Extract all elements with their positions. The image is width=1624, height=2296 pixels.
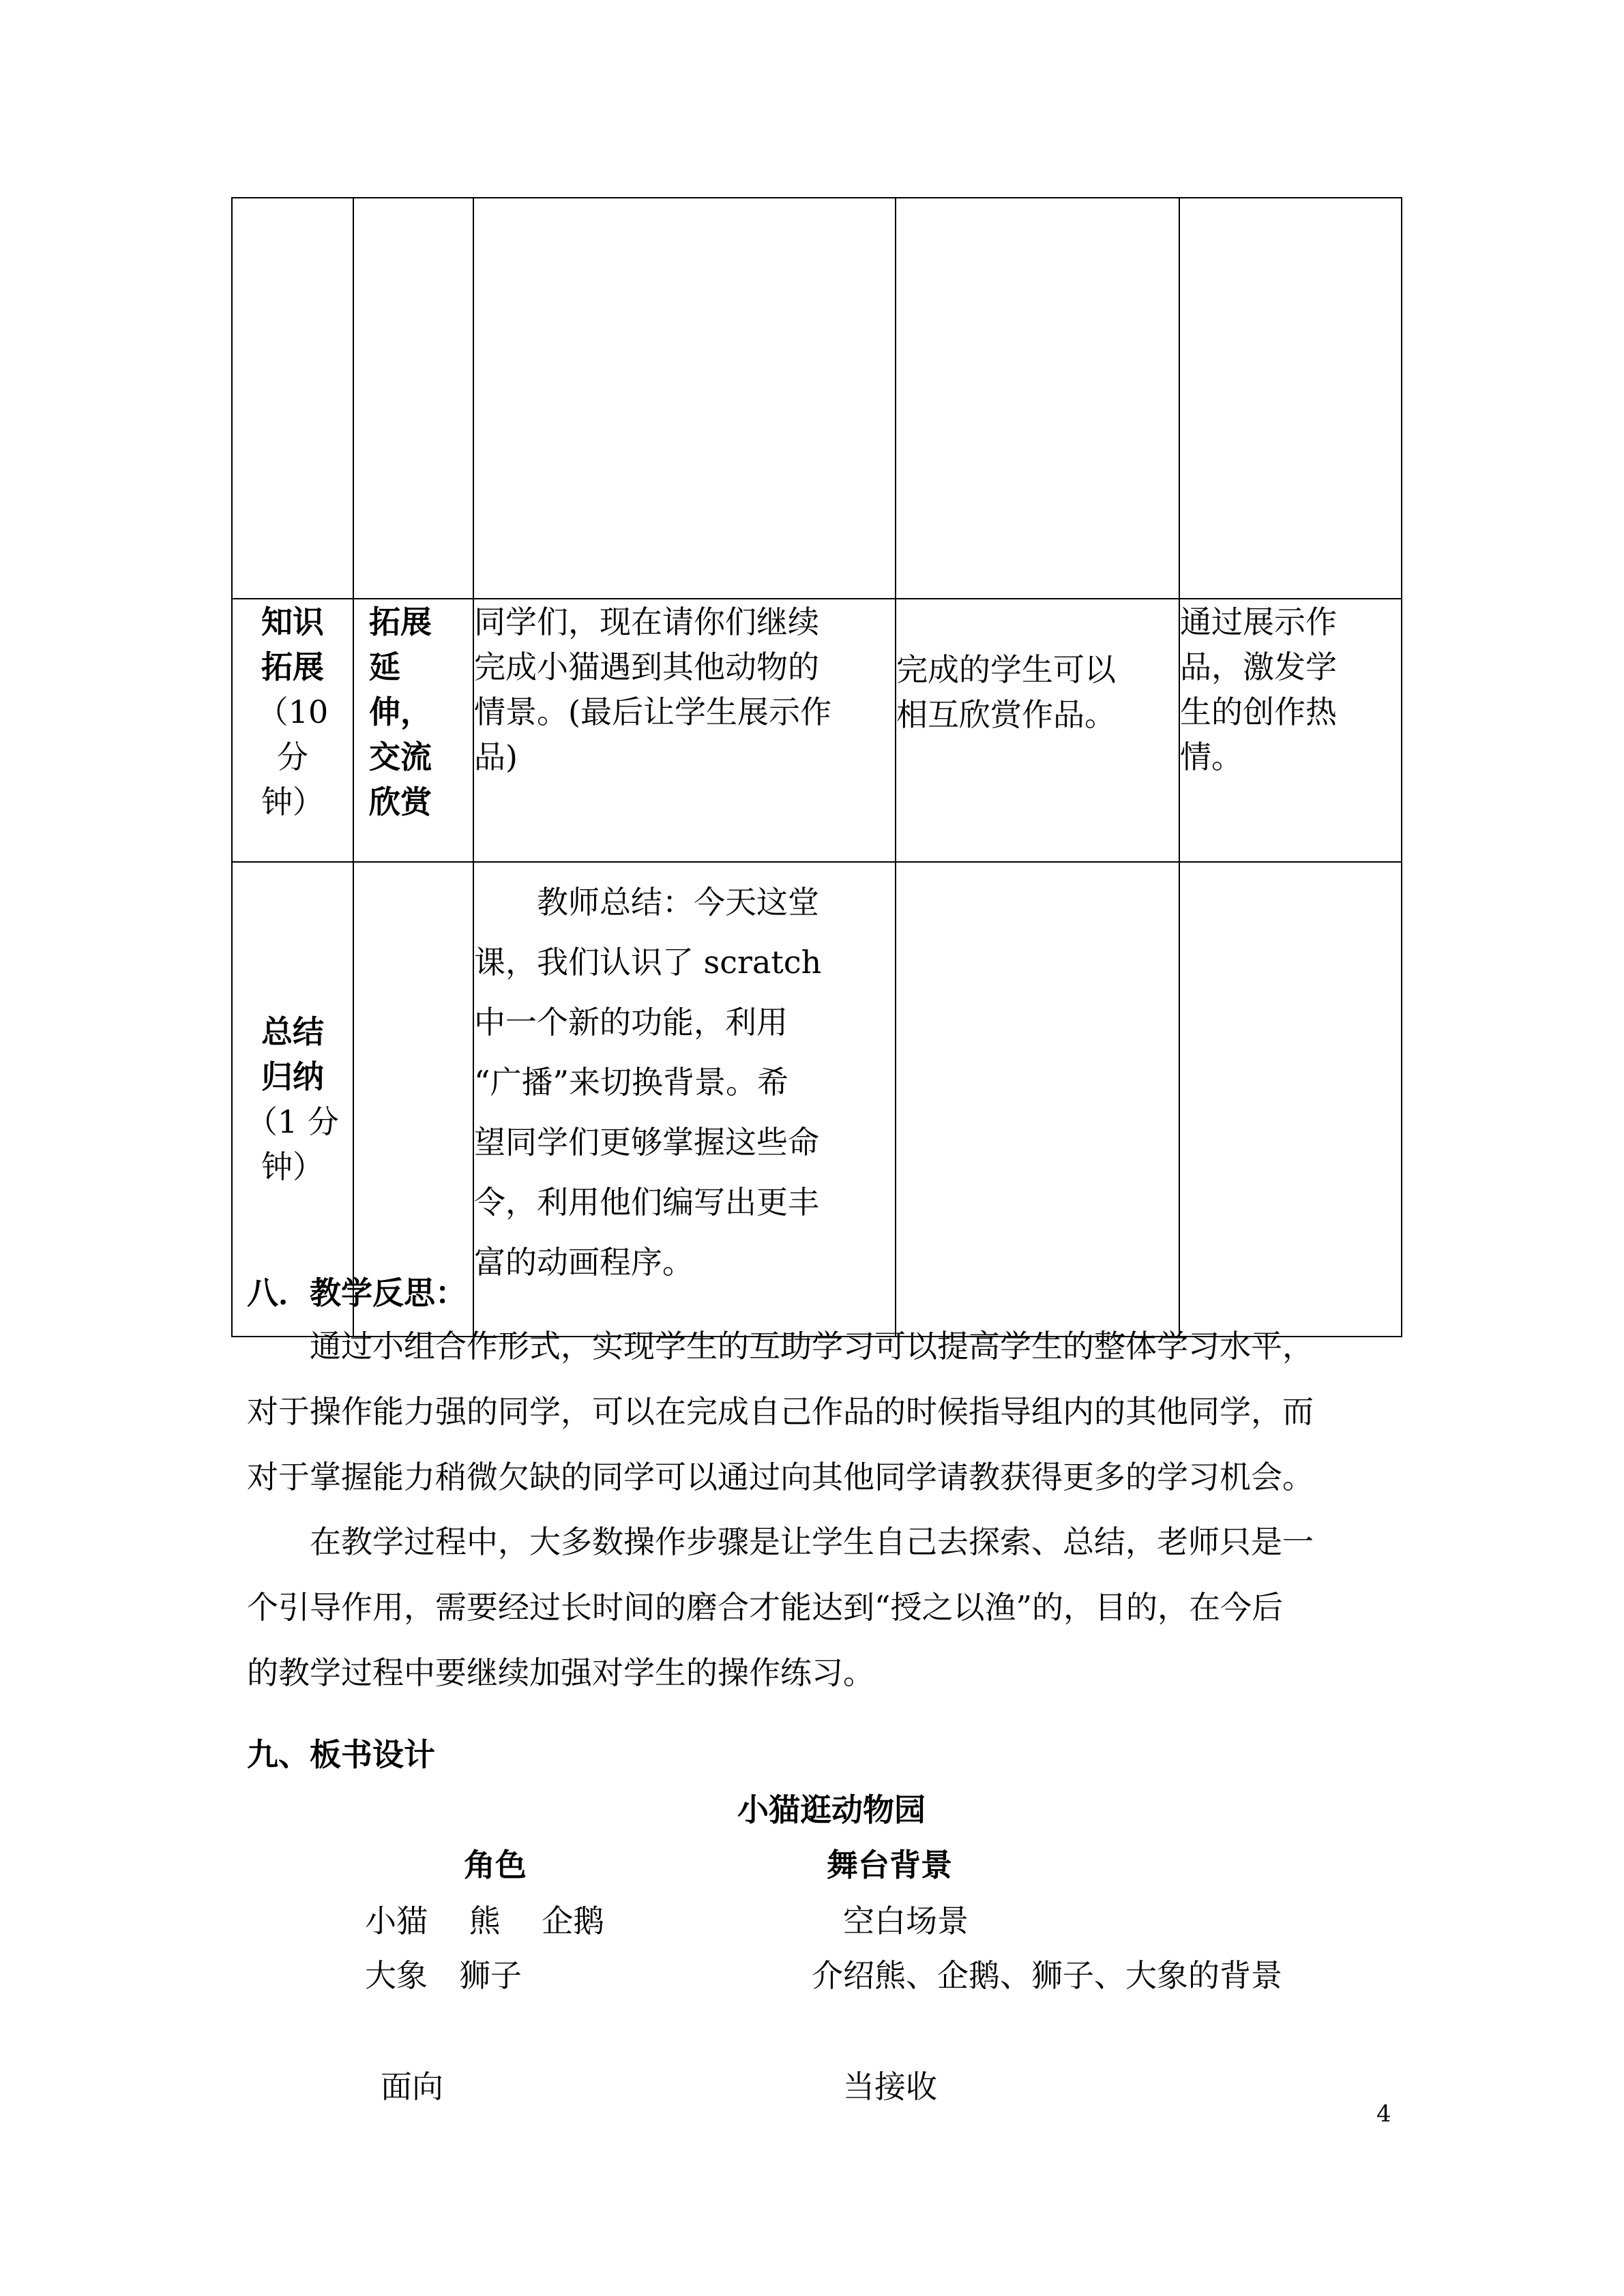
teacher-text: 情景。(最后让学生展示作 — [474, 694, 831, 730]
table-row — [232, 198, 1402, 599]
intent-text: 生的创作热 — [1180, 694, 1337, 730]
board-column-role: 角色 — [464, 1847, 527, 1883]
stage-text: 归纳 — [261, 1058, 324, 1095]
board-receive-label: 当接收 — [843, 2068, 937, 2105]
student-text: 相互欣赏作品。 — [896, 696, 1116, 733]
teacher-text: 课，我们认识了 scratch — [474, 944, 822, 981]
board-roles-line: 大象 狮子 — [365, 1957, 522, 1994]
stage-text: 拓展 — [261, 648, 324, 685]
teacher-text: 同学们，现在请你们继续 — [474, 603, 819, 640]
stage-text: （1 分 — [246, 1103, 339, 1140]
stage-text: 分 — [277, 739, 308, 775]
teacher-text: 富的动画程序。 — [474, 1244, 694, 1281]
stage-cell — [232, 198, 353, 599]
intent-text: 通过展示作 — [1180, 603, 1337, 640]
teacher-text: 品) — [474, 739, 518, 775]
intent-cell — [1179, 599, 1402, 862]
stage-text: 钟） — [261, 784, 324, 820]
activity-cell — [353, 198, 473, 599]
paragraph-line: 对于操作能力强的同学，可以在完成自己作品的时候指导组内的其他同学，而 — [247, 1393, 1314, 1430]
activity-text: 延 — [369, 648, 400, 685]
activity-text: 欣赏 — [369, 784, 432, 820]
intent-text: 品，激发学 — [1180, 648, 1337, 685]
teacher-text: 望同学们更够掌握这些命 — [474, 1124, 819, 1161]
teacher-text: 完成小猫遇到其他动物的 — [474, 648, 819, 685]
teacher-text: 令，利用他们编写出更丰 — [474, 1184, 819, 1221]
teacher-cell — [473, 862, 896, 1337]
paragraph-line: 对于掌握能力稍微欠缺的同学可以通过向其他同学请教获得更多的学习机会。 — [247, 1459, 1314, 1495]
student-cell — [896, 599, 1179, 862]
teacher-cell — [473, 599, 896, 862]
board-column-background: 舞台背景 — [827, 1847, 952, 1883]
activity-text: 交流 — [369, 739, 432, 775]
stage-text: 钟） — [261, 1148, 324, 1185]
stage-text: 知识 — [261, 603, 324, 640]
page-number: 4 — [1376, 2100, 1391, 2128]
activity-cell — [353, 862, 473, 1337]
activity-cell — [353, 599, 473, 862]
paragraph-line: 通过小组合作形式，实现学生的互助学习可以提高学生的整体学习水平， — [310, 1328, 1314, 1365]
intent-cell — [1179, 198, 1402, 599]
reflection-paragraph-2 — [247, 1509, 1406, 1705]
paragraph-line: 个引导作用，需要经过长时间的磨合才能达到“授之以渔”的，目的，在今后 — [247, 1589, 1284, 1626]
student-cell — [896, 198, 1179, 599]
reflection-paragraph-1 — [247, 1313, 1406, 1510]
activity-text: 伸， — [369, 694, 432, 730]
stage-cell — [232, 599, 353, 862]
intent-text: 情。 — [1180, 739, 1243, 775]
table-row — [232, 599, 1402, 862]
lesson-table — [231, 197, 1402, 1337]
board-heading: 九、板书设计 — [247, 1736, 435, 1773]
board-face-label: 面向 — [381, 2068, 443, 2105]
stage-text: 总结 — [261, 1013, 324, 1050]
teacher-cell — [473, 198, 896, 599]
board-background-line: 空白场景 — [843, 1903, 969, 1939]
teacher-text: 中一个新的功能，利用 — [474, 1004, 788, 1041]
table-row — [232, 862, 1402, 1337]
teacher-text: “广播”来切换背景。希 — [474, 1064, 789, 1101]
student-text: 完成的学生可以 — [896, 651, 1116, 688]
stage-text: （10 — [256, 694, 329, 730]
paragraph-line: 在教学过程中，大多数操作步骤是让学生自己去探索、总结，老师只是一 — [310, 1523, 1314, 1560]
intent-cell — [1179, 862, 1402, 1337]
activity-text: 拓展 — [369, 603, 432, 640]
student-cell — [896, 862, 1179, 1337]
paragraph-line: 的教学过程中要继续加强对学生的操作练习。 — [247, 1654, 874, 1691]
board-background-line: 介绍熊、企鹅、狮子、大象的背景 — [812, 1957, 1282, 1994]
reflection-heading: 八．教学反思： — [247, 1274, 467, 1311]
stage-cell — [232, 862, 353, 1337]
teacher-text: 教师总结：今天这堂 — [537, 884, 819, 921]
board-title: 小猫逛动物园 — [737, 1791, 926, 1828]
board-roles-line: 小猫 熊 企鹅 — [365, 1903, 605, 1939]
